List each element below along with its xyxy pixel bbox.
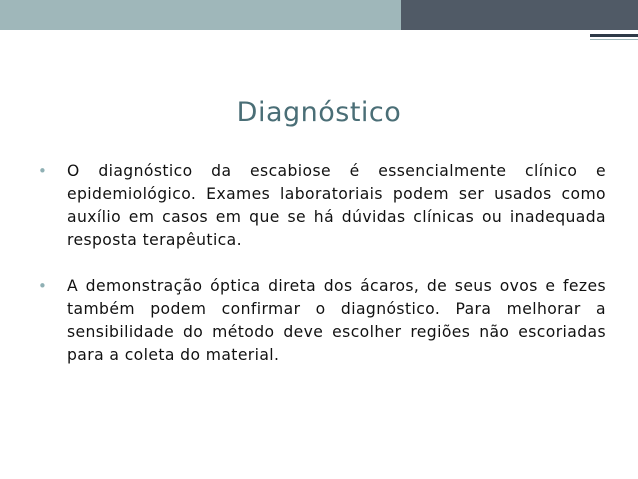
bullet-item bbox=[38, 160, 606, 252]
header-bar-dark bbox=[401, 0, 638, 30]
slide-title-text: Diagnóstico bbox=[236, 97, 402, 128]
header-accent-thin-rule bbox=[590, 39, 638, 40]
slide-content bbox=[38, 160, 606, 367]
header-accent-rule bbox=[590, 34, 638, 37]
header-bar-light bbox=[0, 0, 401, 30]
bullet-item bbox=[38, 275, 606, 367]
bullet-dot-icon: • bbox=[38, 162, 48, 180]
header-bar bbox=[0, 0, 638, 30]
bullet-text: A demonstração óptica direta dos ácaros, de seus ovos e fezes também podem confirmar o diagnóstico. Para melhorar a sensibilidade do método deve escolher regiões não escoriadas para a coleta do material. bbox=[67, 277, 606, 364]
bullet-dot-icon: • bbox=[38, 277, 48, 295]
bullet-text: O diagnóstico da escabiose é essencialmente clínico e epidemiológico. Exames laboratoriais podem ser usados como auxílio em casos em que se há dúvidas clínicas ou inadequada resposta terapêutica. bbox=[67, 162, 606, 249]
slide-title bbox=[0, 97, 638, 128]
